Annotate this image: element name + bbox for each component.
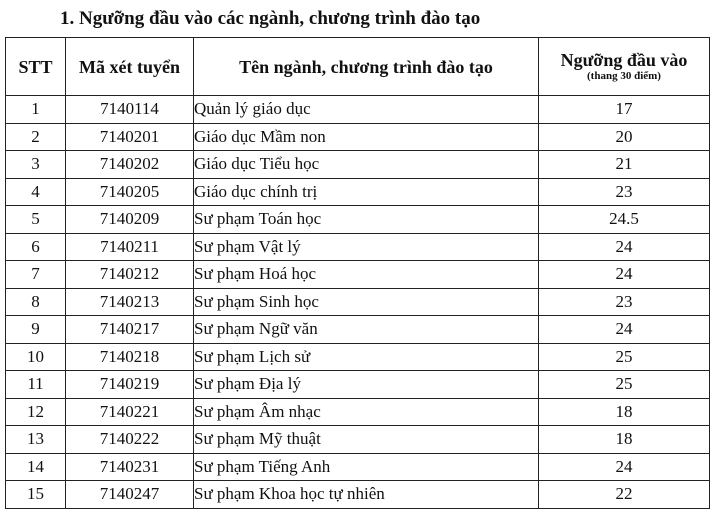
header-stt: STT: [6, 38, 66, 96]
cell-name: Sư phạm Lịch sử: [194, 343, 539, 371]
cell-code: 7140212: [66, 261, 194, 289]
cell-score: 24: [539, 316, 710, 344]
table-body: [6, 96, 710, 509]
table-row: [6, 481, 710, 509]
cell-stt: 1: [6, 96, 66, 124]
cell-name: Giáo dục Tiểu học: [194, 151, 539, 179]
cell-code: 7140219: [66, 371, 194, 399]
cell-name: Sư phạm Toán học: [194, 206, 539, 234]
admission-threshold-table: [5, 37, 710, 509]
cell-stt: 10: [6, 343, 66, 371]
cell-score: 24: [539, 233, 710, 261]
cell-name: Sư phạm Hoá học: [194, 261, 539, 289]
cell-code: 7140213: [66, 288, 194, 316]
table-row: [6, 206, 710, 234]
cell-name: Sư phạm Khoa học tự nhiên: [194, 481, 539, 509]
table-row: [6, 178, 710, 206]
cell-score: 18: [539, 426, 710, 454]
cell-name: Sư phạm Tiếng Anh: [194, 453, 539, 481]
table-row: [6, 426, 710, 454]
cell-stt: 9: [6, 316, 66, 344]
cell-score: 17: [539, 96, 710, 124]
cell-code: 7140209: [66, 206, 194, 234]
cell-name: Sư phạm Mỹ thuật: [194, 426, 539, 454]
cell-score: 25: [539, 343, 710, 371]
cell-score: 24: [539, 453, 710, 481]
header-code: Mã xét tuyển: [66, 38, 194, 96]
cell-stt: 13: [6, 426, 66, 454]
cell-stt: 4: [6, 178, 66, 206]
cell-code: 7140217: [66, 316, 194, 344]
cell-stt: 15: [6, 481, 66, 509]
cell-code: 7140202: [66, 151, 194, 179]
cell-stt: 11: [6, 371, 66, 399]
header-score: [539, 38, 710, 96]
table-row: [6, 316, 710, 344]
cell-code: 7140205: [66, 178, 194, 206]
table-row: [6, 233, 710, 261]
cell-score: 25: [539, 371, 710, 399]
cell-stt: 14: [6, 453, 66, 481]
cell-code: 7140114: [66, 96, 194, 124]
cell-code: 7140222: [66, 426, 194, 454]
cell-name: Giáo dục Mầm non: [194, 123, 539, 151]
cell-stt: 3: [6, 151, 66, 179]
cell-name: Sư phạm Vật lý: [194, 233, 539, 261]
cell-name: Sư phạm Âm nhạc: [194, 398, 539, 426]
table-row: [6, 123, 710, 151]
header-row: [6, 38, 710, 96]
table-row: [6, 261, 710, 289]
table-row: [6, 398, 710, 426]
cell-score: 23: [539, 178, 710, 206]
cell-score: 21: [539, 151, 710, 179]
table-row: [6, 453, 710, 481]
header-score-note: (thang 30 điểm): [587, 69, 661, 82]
cell-code: 7140221: [66, 398, 194, 426]
cell-code: 7140218: [66, 343, 194, 371]
table-row: [6, 151, 710, 179]
cell-score: 20: [539, 123, 710, 151]
cell-stt: 5: [6, 206, 66, 234]
cell-stt: 6: [6, 233, 66, 261]
cell-score: 23: [539, 288, 710, 316]
cell-stt: 7: [6, 261, 66, 289]
cell-name: Quản lý giáo dục: [194, 96, 539, 124]
cell-code: 7140231: [66, 453, 194, 481]
cell-name: Sư phạm Ngữ văn: [194, 316, 539, 344]
cell-code: 7140211: [66, 233, 194, 261]
cell-stt: 8: [6, 288, 66, 316]
cell-score: 24: [539, 261, 710, 289]
cell-score: 24.5: [539, 206, 710, 234]
cell-score: 22: [539, 481, 710, 509]
cell-name: Sư phạm Địa lý: [194, 371, 539, 399]
cell-name: Sư phạm Sinh học: [194, 288, 539, 316]
cell-code: 7140247: [66, 481, 194, 509]
header-name: Tên ngành, chương trình đào tạo: [194, 38, 539, 96]
header-score-label: Ngưỡng đầu vào: [560, 49, 688, 70]
table-row: [6, 96, 710, 124]
table-row: [6, 371, 710, 399]
table-row: [6, 288, 710, 316]
cell-code: 7140201: [66, 123, 194, 151]
cell-stt: 2: [6, 123, 66, 151]
cell-stt: 12: [6, 398, 66, 426]
table-row: [6, 343, 710, 371]
cell-name: Giáo dục chính trị: [194, 178, 539, 206]
section-title: 1. Ngưỡng đầu vào các ngành, chương trình đào tạo: [60, 8, 481, 29]
cell-score: 18: [539, 398, 710, 426]
